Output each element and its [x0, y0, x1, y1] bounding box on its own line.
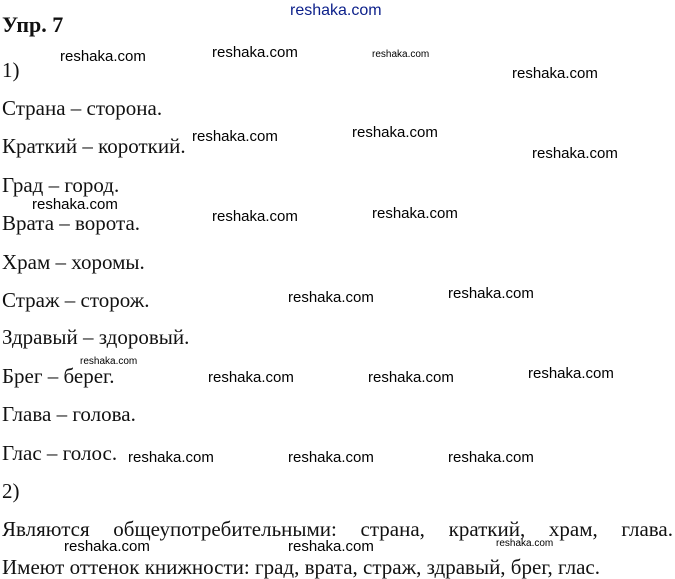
word-pair: Град – город. — [2, 173, 120, 197]
word-pair: Страна – сторона. — [2, 96, 163, 120]
watermark: reshaka.com — [448, 285, 534, 302]
watermark: reshaka.com — [128, 449, 214, 466]
watermark: reshaka.com — [32, 196, 118, 213]
watermark: reshaka.com — [448, 449, 534, 466]
watermark: reshaka.com — [288, 449, 374, 466]
watermark: reshaka.com — [212, 208, 298, 225]
watermark: reshaka.com — [368, 369, 454, 386]
part-1-label: 1) — [2, 58, 20, 82]
word-pair: Здравый – здоровый. — [2, 325, 190, 349]
watermark: reshaka.com — [290, 2, 382, 19]
word-pair: Врата – ворота. — [2, 211, 141, 235]
part-2-label: 2) — [2, 479, 20, 503]
watermark: reshaka.com — [192, 128, 278, 145]
watermark: reshaka.com — [208, 369, 294, 386]
watermark: reshaka.com — [372, 205, 458, 222]
exercise-title: Упр. 7 — [2, 12, 64, 37]
watermark: reshaka.com — [60, 48, 146, 65]
word-pair: Брег – берег. — [2, 364, 115, 388]
watermark: reshaka.com — [372, 49, 430, 60]
watermark: reshaka.com — [532, 145, 618, 162]
watermark: reshaka.com — [288, 538, 374, 555]
word-pair: Страж – сторож. — [2, 288, 150, 312]
word-pair: Краткий – короткий. — [2, 134, 186, 158]
word-pair: Глас – голос. — [2, 441, 118, 465]
watermark: reshaka.com — [64, 538, 150, 555]
watermark: reshaka.com — [288, 289, 374, 306]
watermark: reshaka.com — [80, 356, 138, 367]
watermark: reshaka.com — [512, 65, 598, 82]
word-pair: Глава – голова. — [2, 402, 136, 426]
watermark: reshaka.com — [496, 538, 554, 549]
watermark: reshaka.com — [212, 44, 298, 61]
conclusion-common: Являются общеупотребительными: страна, краткий, храм, глава. — [2, 517, 673, 541]
word-pair: Храм – хоромы. — [2, 250, 145, 274]
conclusion-bookish: Имеют оттенок книжности: град, врата, страж, здравый, брег, глас. — [2, 555, 600, 579]
watermark: reshaka.com — [352, 124, 438, 141]
watermark: reshaka.com — [528, 365, 614, 382]
